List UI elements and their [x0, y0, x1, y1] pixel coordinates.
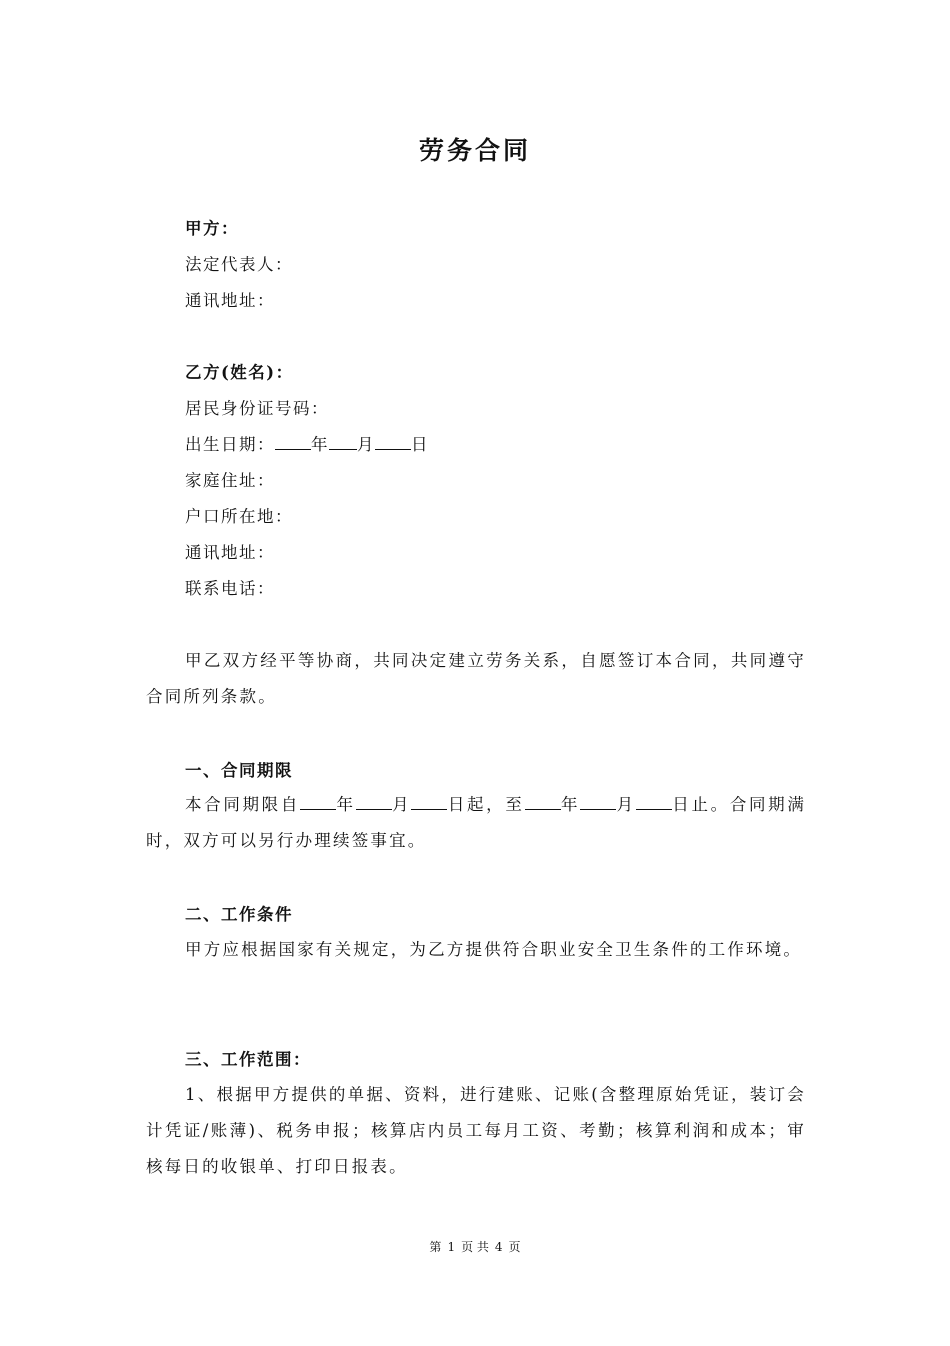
section-scope-item-1: 1、根据甲方提供的单据、资料，进行建账、记账(含整理原始凭证，装订会计凭证/账薄)、税务申报；核算店内员工每月工资、考勤；核算利润和成本；审核每日的收银单、打印日报表。 [146, 1085, 806, 1176]
section-term-heading: 一、合同期限 [185, 761, 293, 780]
party-b-phone: 联系电话： [185, 579, 275, 598]
party-b-id-number: 居民身份证号码： [185, 399, 329, 418]
party-b-address: 通讯地址： [185, 543, 275, 562]
birth-year-label: 年 [311, 435, 329, 454]
section-term-paragraph [146, 787, 806, 859]
footer-middle: 页 共 [461, 1240, 489, 1254]
birth-day-label: 日 [411, 435, 429, 454]
birth-month-label: 月 [357, 435, 375, 454]
footer-total-pages: 4 [494, 1240, 503, 1254]
party-a-legal-rep: 法定代表人： [185, 255, 293, 274]
party-b-heading: 乙方(姓名)： [185, 363, 294, 382]
document-title: 劳务合同 [418, 136, 531, 165]
birth-year-blank [275, 433, 311, 450]
end-month-blank [580, 793, 616, 810]
end-day-label: 日止。 [671, 795, 730, 814]
footer-prefix: 第 [429, 1240, 442, 1254]
start-day-blank [411, 793, 447, 810]
party-b-household-registration: 户口所在地： [185, 507, 293, 526]
preamble-paragraph: 甲乙双方经平等协商，共同决定建立劳务关系，自愿签订本合同，共同遵守合同所列条款。 [146, 651, 806, 706]
section-conditions-paragraph: 甲方应根据国家有关规定，为乙方提供符合职业安全卫生条件的工作环境。 [185, 940, 803, 959]
end-day-blank [636, 793, 672, 810]
start-day-label: 日起，至 [447, 795, 525, 814]
party-a-address: 通讯地址： [185, 291, 275, 310]
party-b-birth-date [185, 433, 429, 457]
footer-suffix: 页 [508, 1240, 521, 1254]
section-scope-heading: 三、工作范围： [185, 1050, 311, 1069]
end-month-label: 月 [616, 795, 636, 814]
birth-day-blank [375, 433, 411, 450]
term-text-start: 本合同期限自 [185, 795, 301, 814]
birth-month-blank [329, 433, 357, 450]
end-year-blank [525, 793, 561, 810]
section-conditions-heading: 二、工作条件 [185, 905, 293, 924]
start-month-label: 月 [391, 795, 412, 814]
start-year-label: 年 [336, 795, 356, 814]
end-year-label: 年 [560, 795, 581, 814]
page-footer [0, 1238, 950, 1256]
footer-page-number: 1 [447, 1240, 456, 1254]
start-month-blank [356, 793, 392, 810]
party-a-heading: 甲方： [185, 219, 239, 238]
party-b-home-address: 家庭住址： [185, 471, 275, 490]
term-text-end: 合同期满时，双方可以另行办理续签事宜。 [146, 795, 807, 850]
birth-date-label: 出生日期： [185, 435, 275, 454]
start-year-blank [300, 793, 336, 810]
